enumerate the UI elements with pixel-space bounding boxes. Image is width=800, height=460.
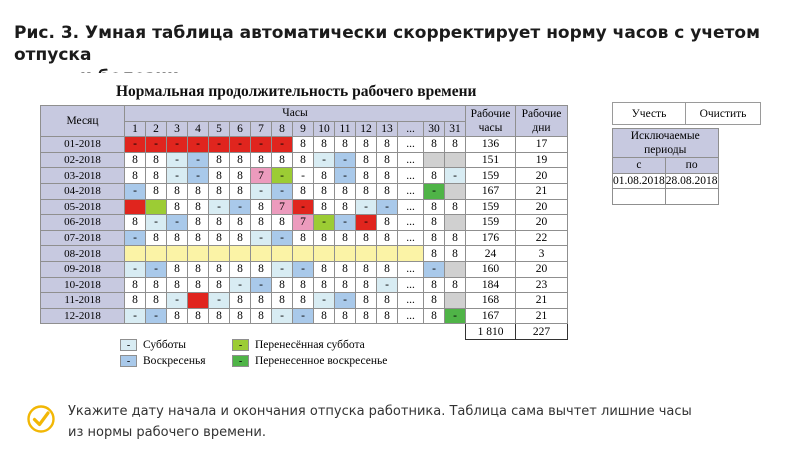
to-date-input[interactable]: 28.08.2018 bbox=[665, 174, 718, 187]
work-days-cell: 20 bbox=[516, 261, 568, 277]
work-days-cell: 3 bbox=[516, 246, 568, 262]
day-hours-cell[interactable]: - bbox=[272, 261, 293, 277]
month-cell: 10-2018 bbox=[41, 277, 125, 293]
day-number-header: 13 bbox=[377, 121, 398, 137]
day-hours-cell[interactable]: - bbox=[377, 199, 398, 215]
day-hours-cell[interactable]: 8 bbox=[188, 199, 209, 215]
day-hours-cell[interactable]: - bbox=[125, 230, 146, 246]
legend-sunday bbox=[120, 353, 206, 368]
day-hours-cell[interactable]: ... bbox=[398, 308, 424, 324]
caption-line-1: Рис. 3. Умная таблица автоматически скорректирует норму часов с учетом отпуска bbox=[14, 23, 760, 65]
day-hours-cell[interactable] bbox=[445, 152, 466, 168]
day-hours-cell[interactable]: 8 bbox=[424, 215, 445, 231]
day-hours-cell[interactable]: 8 bbox=[293, 183, 314, 199]
day-hours-cell[interactable]: 8 bbox=[445, 277, 466, 293]
day-hours-cell[interactable]: 8 bbox=[356, 152, 377, 168]
day-hours-cell[interactable]: - bbox=[272, 183, 293, 199]
day-hours-cell[interactable]: 8 bbox=[356, 183, 377, 199]
day-hours-cell[interactable] bbox=[445, 215, 466, 231]
day-hours-cell[interactable]: 8 bbox=[251, 199, 272, 215]
day-hours-cell[interactable]: 8 bbox=[230, 308, 251, 324]
from-date-input-empty[interactable] bbox=[613, 189, 666, 205]
day-hours-cell[interactable]: - bbox=[377, 277, 398, 293]
day-hours-cell[interactable]: - bbox=[445, 168, 466, 184]
month-cell: 06-2018 bbox=[41, 215, 125, 231]
day-hours-cell[interactable]: 8 bbox=[424, 293, 445, 309]
work-hours-cell: 151 bbox=[466, 152, 516, 168]
day-hours-cell[interactable]: ... bbox=[398, 230, 424, 246]
day-hours-cell[interactable]: - bbox=[230, 137, 251, 153]
legend-swatch-sunday: - bbox=[120, 355, 137, 367]
work-hours-cell: 159 bbox=[466, 168, 516, 184]
month-cell: 07-2018 bbox=[41, 230, 125, 246]
work-days-cell: 21 bbox=[516, 183, 568, 199]
day-hours-cell[interactable]: 8 bbox=[251, 261, 272, 277]
day-hours-cell[interactable] bbox=[188, 293, 209, 309]
day-hours-cell[interactable]: 8 bbox=[335, 308, 356, 324]
work-days-cell: 21 bbox=[516, 308, 568, 324]
day-number-header: 31 bbox=[445, 121, 466, 137]
clear-button[interactable]: Очистить bbox=[685, 102, 761, 125]
day-hours-cell[interactable]: - bbox=[314, 215, 335, 231]
day-hours-cell[interactable]: - bbox=[188, 168, 209, 184]
month-cell: 02-2018 bbox=[41, 152, 125, 168]
from-label: с bbox=[613, 158, 666, 174]
day-hours-cell[interactable]: 8 bbox=[293, 152, 314, 168]
table-row bbox=[41, 199, 568, 215]
work-hours-cell: 167 bbox=[466, 183, 516, 199]
day-hours-cell[interactable]: 8 bbox=[356, 293, 377, 309]
to-label: по bbox=[665, 158, 718, 174]
day-hours-cell[interactable]: 8 bbox=[251, 152, 272, 168]
work-hours-cell: 159 bbox=[466, 215, 516, 231]
day-number-header: 3 bbox=[167, 121, 188, 137]
day-hours-cell[interactable]: 8 bbox=[314, 183, 335, 199]
header-work-hours-line2: часы bbox=[478, 122, 503, 135]
day-hours-cell[interactable] bbox=[272, 246, 293, 262]
work-hours-cell: 184 bbox=[466, 277, 516, 293]
day-hours-cell[interactable]: 8 bbox=[377, 215, 398, 231]
legend-moved-saturday-label: Перенесённая суббота bbox=[255, 338, 365, 351]
table-row bbox=[41, 183, 568, 199]
day-hours-cell[interactable]: 8 bbox=[230, 230, 251, 246]
day-hours-cell[interactable]: ... bbox=[398, 277, 424, 293]
table-row bbox=[41, 277, 568, 293]
to-date-input-empty[interactable] bbox=[665, 189, 718, 205]
header-work-days-line2: дни bbox=[532, 122, 551, 135]
day-hours-cell[interactable]: 8 bbox=[314, 137, 335, 153]
day-hours-cell[interactable] bbox=[251, 246, 272, 262]
day-hours-cell[interactable]: 8 bbox=[230, 168, 251, 184]
day-hours-cell[interactable]: ... bbox=[398, 293, 424, 309]
day-hours-cell[interactable]: 8 bbox=[356, 308, 377, 324]
day-hours-cell[interactable]: - bbox=[125, 183, 146, 199]
day-hours-cell[interactable]: - bbox=[230, 277, 251, 293]
work-hours-cell: 167 bbox=[466, 308, 516, 324]
day-hours-cell[interactable]: 8 bbox=[125, 152, 146, 168]
day-hours-cell[interactable]: 8 bbox=[230, 215, 251, 231]
work-hours-cell: 136 bbox=[466, 137, 516, 153]
day-hours-cell[interactable]: 8 bbox=[167, 308, 188, 324]
checkmark-icon bbox=[26, 404, 56, 434]
day-hours-cell[interactable]: 8 bbox=[209, 152, 230, 168]
month-cell: 04-2018 bbox=[41, 183, 125, 199]
day-hours-cell[interactable] bbox=[377, 246, 398, 262]
day-hours-cell[interactable]: 8 bbox=[272, 293, 293, 309]
day-hours-cell[interactable]: ... bbox=[398, 168, 424, 184]
day-number-header: ... bbox=[398, 121, 424, 137]
day-hours-cell[interactable]: 8 bbox=[293, 293, 314, 309]
table-row bbox=[41, 261, 568, 277]
day-hours-cell[interactable]: 8 bbox=[146, 152, 167, 168]
day-hours-cell[interactable]: 8 bbox=[377, 152, 398, 168]
day-hours-cell[interactable]: - bbox=[424, 261, 445, 277]
day-hours-cell[interactable]: 8 bbox=[125, 277, 146, 293]
day-number-header: 5 bbox=[209, 121, 230, 137]
day-hours-cell[interactable]: - bbox=[146, 261, 167, 277]
day-hours-cell[interactable]: - bbox=[293, 199, 314, 215]
day-hours-cell[interactable]: - bbox=[209, 137, 230, 153]
spreadsheet-screenshot bbox=[26, 73, 586, 379]
day-hours-cell[interactable]: - bbox=[251, 137, 272, 153]
day-hours-cell[interactable]: 8 bbox=[251, 293, 272, 309]
day-hours-cell[interactable]: ... bbox=[398, 183, 424, 199]
work-hours-table bbox=[40, 105, 568, 340]
day-hours-cell[interactable]: 8 bbox=[314, 199, 335, 215]
day-hours-cell[interactable]: ... bbox=[398, 261, 424, 277]
legend-moved-saturday bbox=[232, 337, 387, 352]
day-hours-cell[interactable]: 8 bbox=[445, 230, 466, 246]
day-hours-cell[interactable]: - bbox=[188, 137, 209, 153]
day-hours-cell[interactable]: 8 bbox=[335, 199, 356, 215]
day-hours-cell[interactable]: 8 bbox=[209, 261, 230, 277]
day-number-header: 9 bbox=[293, 121, 314, 137]
day-hours-cell[interactable]: - bbox=[125, 137, 146, 153]
legend-swatch-saturday: - bbox=[120, 339, 137, 351]
day-hours-cell[interactable]: 8 bbox=[335, 261, 356, 277]
day-hours-cell[interactable] bbox=[188, 246, 209, 262]
day-hours-cell[interactable]: 8 bbox=[377, 183, 398, 199]
day-hours-cell[interactable] bbox=[146, 199, 167, 215]
day-hours-cell[interactable]: 8 bbox=[356, 168, 377, 184]
day-hours-cell[interactable]: 8 bbox=[356, 277, 377, 293]
day-hours-cell[interactable]: 8 bbox=[146, 183, 167, 199]
day-hours-cell[interactable]: 8 bbox=[146, 293, 167, 309]
day-hours-cell[interactable]: 7 bbox=[251, 168, 272, 184]
day-hours-cell[interactable] bbox=[125, 199, 146, 215]
day-number-header: 1 bbox=[125, 121, 146, 137]
day-hours-cell[interactable]: 8 bbox=[314, 168, 335, 184]
legend-saturday bbox=[120, 337, 206, 352]
day-hours-cell[interactable]: 8 bbox=[445, 246, 466, 262]
day-hours-cell[interactable]: 8 bbox=[167, 261, 188, 277]
day-hours-cell[interactable]: - bbox=[335, 215, 356, 231]
day-hours-cell[interactable]: 8 bbox=[445, 199, 466, 215]
day-hours-cell[interactable]: - bbox=[209, 293, 230, 309]
work-days-cell: 23 bbox=[516, 277, 568, 293]
day-hours-cell[interactable]: - bbox=[335, 293, 356, 309]
day-hours-cell[interactable]: 8 bbox=[424, 230, 445, 246]
hint-text bbox=[68, 401, 692, 443]
day-hours-cell[interactable]: 8 bbox=[188, 215, 209, 231]
month-cell: 09-2018 bbox=[41, 261, 125, 277]
day-hours-cell[interactable]: 8 bbox=[125, 215, 146, 231]
day-hours-cell[interactable] bbox=[125, 246, 146, 262]
header-work-hours-line1: Рабочие bbox=[470, 108, 511, 121]
day-hours-cell[interactable]: 8 bbox=[272, 215, 293, 231]
day-hours-cell[interactable]: 8 bbox=[209, 168, 230, 184]
day-hours-cell[interactable]: - bbox=[251, 230, 272, 246]
day-hours-cell[interactable] bbox=[209, 246, 230, 262]
day-hours-cell[interactable]: ... bbox=[398, 152, 424, 168]
excluded-title: Исключаемые периоды bbox=[613, 129, 719, 158]
day-hours-cell[interactable]: 8 bbox=[314, 308, 335, 324]
total-hours-cell: 1 810 bbox=[466, 324, 516, 340]
day-hours-cell[interactable]: - bbox=[356, 215, 377, 231]
day-hours-cell[interactable]: - bbox=[424, 183, 445, 199]
day-hours-cell[interactable]: ... bbox=[398, 199, 424, 215]
month-cell: 11-2018 bbox=[41, 293, 125, 309]
work-days-cell: 20 bbox=[516, 168, 568, 184]
legend-right bbox=[232, 337, 387, 369]
day-hours-cell[interactable]: - bbox=[167, 137, 188, 153]
day-hours-cell[interactable]: - bbox=[167, 215, 188, 231]
day-hours-cell[interactable]: 8 bbox=[188, 308, 209, 324]
day-hours-cell[interactable]: - bbox=[356, 199, 377, 215]
apply-button[interactable]: Учесть bbox=[612, 102, 686, 125]
work-days-cell: 21 bbox=[516, 293, 568, 309]
day-hours-cell[interactable]: - bbox=[209, 199, 230, 215]
day-hours-cell[interactable]: ... bbox=[398, 137, 424, 153]
work-days-cell: 22 bbox=[516, 230, 568, 246]
work-hours-cell: 24 bbox=[466, 246, 516, 262]
day-hours-cell[interactable]: 7 bbox=[272, 199, 293, 215]
day-hours-cell[interactable]: - bbox=[125, 261, 146, 277]
day-number-header: 12 bbox=[356, 121, 377, 137]
legend-moved-sunday bbox=[232, 353, 387, 368]
day-hours-cell[interactable]: - bbox=[272, 137, 293, 153]
day-hours-cell[interactable]: 8 bbox=[424, 246, 445, 262]
day-hours-cell[interactable]: 8 bbox=[251, 215, 272, 231]
day-hours-cell[interactable]: 8 bbox=[356, 137, 377, 153]
day-hours-cell[interactable]: - bbox=[146, 215, 167, 231]
day-hours-cell[interactable] bbox=[314, 246, 335, 262]
day-hours-cell[interactable]: 8 bbox=[188, 183, 209, 199]
day-hours-cell[interactable]: 8 bbox=[356, 230, 377, 246]
day-hours-cell[interactable]: - bbox=[314, 152, 335, 168]
day-hours-cell[interactable]: - bbox=[167, 168, 188, 184]
header-work-days-line1: Рабочие bbox=[521, 108, 562, 121]
day-hours-cell[interactable]: 8 bbox=[424, 308, 445, 324]
day-hours-cell[interactable]: 8 bbox=[424, 277, 445, 293]
month-cell: 05-2018 bbox=[41, 199, 125, 215]
day-hours-cell[interactable]: - bbox=[335, 152, 356, 168]
work-hours-cell: 176 bbox=[466, 230, 516, 246]
month-cell: 12-2018 bbox=[41, 308, 125, 324]
day-hours-cell[interactable]: 8 bbox=[335, 230, 356, 246]
day-hours-cell[interactable]: - bbox=[272, 308, 293, 324]
day-hours-cell[interactable]: 8 bbox=[251, 308, 272, 324]
day-hours-cell[interactable]: - bbox=[293, 261, 314, 277]
month-cell: 08-2018 bbox=[41, 246, 125, 262]
day-hours-cell[interactable]: 8 bbox=[377, 293, 398, 309]
work-days-cell: 19 bbox=[516, 152, 568, 168]
legend-swatch-moved-saturday: - bbox=[232, 339, 249, 351]
legend-left bbox=[120, 337, 206, 369]
day-hours-cell[interactable]: 8 bbox=[424, 137, 445, 153]
day-hours-cell[interactable]: 8 bbox=[167, 230, 188, 246]
day-hours-cell[interactable]: 8 bbox=[335, 183, 356, 199]
total-days-cell: 227 bbox=[516, 324, 568, 340]
legend-sunday-label: Воскресенья bbox=[143, 354, 206, 367]
header-hours: Часы bbox=[125, 106, 466, 122]
day-hours-cell[interactable] bbox=[335, 246, 356, 262]
legend-saturday-label: Субботы bbox=[143, 338, 187, 351]
table-row bbox=[41, 137, 568, 153]
table-row bbox=[41, 293, 568, 309]
day-hours-cell[interactable]: 8 bbox=[377, 230, 398, 246]
day-hours-cell[interactable]: 8 bbox=[167, 183, 188, 199]
day-hours-cell[interactable]: 8 bbox=[377, 137, 398, 153]
table-row bbox=[41, 308, 568, 324]
day-hours-cell[interactable]: ... bbox=[398, 215, 424, 231]
day-hours-cell[interactable]: - bbox=[251, 183, 272, 199]
day-hours-cell[interactable]: 8 bbox=[125, 293, 146, 309]
day-hours-cell[interactable]: 8 bbox=[314, 230, 335, 246]
day-hours-cell[interactable]: 8 bbox=[230, 152, 251, 168]
day-hours-cell[interactable]: - bbox=[335, 168, 356, 184]
day-hours-cell[interactable]: - bbox=[293, 308, 314, 324]
day-hours-cell[interactable]: 8 bbox=[335, 277, 356, 293]
day-hours-cell[interactable]: 8 bbox=[293, 230, 314, 246]
day-hours-cell[interactable]: 8 bbox=[293, 137, 314, 153]
day-hours-cell[interactable]: 8 bbox=[188, 261, 209, 277]
day-hours-cell[interactable]: - bbox=[445, 308, 466, 324]
day-number-header: 2 bbox=[146, 121, 167, 137]
day-hours-cell[interactable] bbox=[146, 246, 167, 262]
day-hours-cell[interactable]: 8 bbox=[314, 261, 335, 277]
day-hours-cell[interactable]: 8 bbox=[377, 168, 398, 184]
day-hours-cell[interactable]: 8 bbox=[272, 277, 293, 293]
day-hours-cell[interactable]: 8 bbox=[188, 230, 209, 246]
hint-line-1: Укажите дату начала и окончания отпуска работника. Таблица сама вычтет лишние часы bbox=[68, 404, 692, 419]
table-row bbox=[41, 168, 568, 184]
day-number-header: 30 bbox=[424, 121, 445, 137]
day-hours-cell[interactable]: 8 bbox=[314, 277, 335, 293]
header-month: Месяц bbox=[41, 106, 125, 137]
day-hours-cell[interactable]: - bbox=[272, 230, 293, 246]
legend-swatch-moved-sunday: - bbox=[232, 355, 249, 367]
day-hours-cell[interactable]: - bbox=[167, 152, 188, 168]
day-hours-cell[interactable]: 8 bbox=[209, 215, 230, 231]
day-hours-cell[interactable]: 8 bbox=[209, 183, 230, 199]
day-hours-cell[interactable]: 8 bbox=[230, 293, 251, 309]
day-hours-cell[interactable]: - bbox=[146, 308, 167, 324]
work-hours-cell: 159 bbox=[466, 199, 516, 215]
day-hours-cell[interactable]: 8 bbox=[293, 277, 314, 293]
day-hours-cell[interactable] bbox=[445, 293, 466, 309]
day-hours-cell[interactable]: 8 bbox=[209, 277, 230, 293]
day-hours-cell[interactable]: 8 bbox=[146, 277, 167, 293]
day-number-header: 7 bbox=[251, 121, 272, 137]
day-number-header: 6 bbox=[230, 121, 251, 137]
day-hours-cell[interactable]: - bbox=[314, 293, 335, 309]
table-row bbox=[41, 246, 568, 262]
table-row bbox=[41, 152, 568, 168]
day-hours-cell[interactable]: 8 bbox=[377, 308, 398, 324]
day-hours-cell[interactable]: - bbox=[146, 137, 167, 153]
day-hours-cell[interactable]: - bbox=[167, 293, 188, 309]
day-hours-cell[interactable] bbox=[167, 246, 188, 262]
work-hours-cell: 168 bbox=[466, 293, 516, 309]
legend-moved-sunday-label: Перенесенное воскресенье bbox=[255, 354, 388, 367]
day-hours-cell[interactable] bbox=[230, 246, 251, 262]
day-number-header: 8 bbox=[272, 121, 293, 137]
day-hours-cell[interactable]: 8 bbox=[125, 168, 146, 184]
day-hours-cell[interactable]: 8 bbox=[230, 261, 251, 277]
day-hours-cell[interactable]: 8 bbox=[230, 183, 251, 199]
day-hours-cell[interactable] bbox=[356, 246, 377, 262]
day-hours-cell[interactable]: - bbox=[251, 277, 272, 293]
day-hours-cell[interactable]: 8 bbox=[146, 230, 167, 246]
day-number-header: 10 bbox=[314, 121, 335, 137]
day-hours-cell[interactable]: 8 bbox=[209, 230, 230, 246]
day-hours-cell[interactable]: - bbox=[293, 168, 314, 184]
day-hours-cell[interactable]: 8 bbox=[209, 308, 230, 324]
day-hours-cell[interactable] bbox=[445, 261, 466, 277]
day-hours-cell[interactable] bbox=[293, 246, 314, 262]
header-work-hours bbox=[466, 106, 516, 137]
day-hours-cell[interactable]: 8 bbox=[188, 277, 209, 293]
excluded-periods-table bbox=[612, 128, 719, 205]
day-hours-cell[interactable]: 8 bbox=[356, 261, 377, 277]
day-number-header: 11 bbox=[335, 121, 356, 137]
table-row bbox=[41, 230, 568, 246]
day-number-header: 4 bbox=[188, 121, 209, 137]
work-days-cell: 20 bbox=[516, 199, 568, 215]
month-cell: 03-2018 bbox=[41, 168, 125, 184]
month-cell: 01-2018 bbox=[41, 137, 125, 153]
day-hours-cell[interactable]: - bbox=[125, 308, 146, 324]
day-hours-cell[interactable] bbox=[398, 246, 424, 262]
header-work-days bbox=[516, 106, 568, 137]
from-date-input[interactable]: 01.08.2018 bbox=[613, 174, 665, 187]
work-days-cell: 20 bbox=[516, 215, 568, 231]
day-hours-cell[interactable]: - bbox=[272, 168, 293, 184]
day-hours-cell[interactable] bbox=[424, 152, 445, 168]
day-hours-cell[interactable]: 8 bbox=[272, 152, 293, 168]
day-hours-cell[interactable]: 8 bbox=[167, 277, 188, 293]
table-row bbox=[41, 215, 568, 231]
day-hours-cell[interactable]: 7 bbox=[293, 215, 314, 231]
sheet-title: Нормальная продолжительность рабочего времени bbox=[116, 83, 477, 100]
day-hours-cell[interactable]: - bbox=[188, 152, 209, 168]
work-hours-cell: 160 bbox=[466, 261, 516, 277]
day-hours-cell[interactable]: 8 bbox=[445, 137, 466, 153]
day-hours-cell[interactable]: - bbox=[230, 199, 251, 215]
day-hours-cell[interactable]: 8 bbox=[377, 261, 398, 277]
day-hours-cell[interactable]: 8 bbox=[424, 168, 445, 184]
day-hours-cell[interactable]: 8 bbox=[335, 137, 356, 153]
work-days-cell: 17 bbox=[516, 137, 568, 153]
hint-line-2: из нормы рабочего времени. bbox=[68, 425, 266, 440]
day-hours-cell[interactable]: 8 bbox=[167, 199, 188, 215]
day-hours-cell[interactable]: 8 bbox=[424, 199, 445, 215]
day-hours-cell[interactable]: 8 bbox=[146, 168, 167, 184]
day-hours-cell[interactable] bbox=[445, 183, 466, 199]
